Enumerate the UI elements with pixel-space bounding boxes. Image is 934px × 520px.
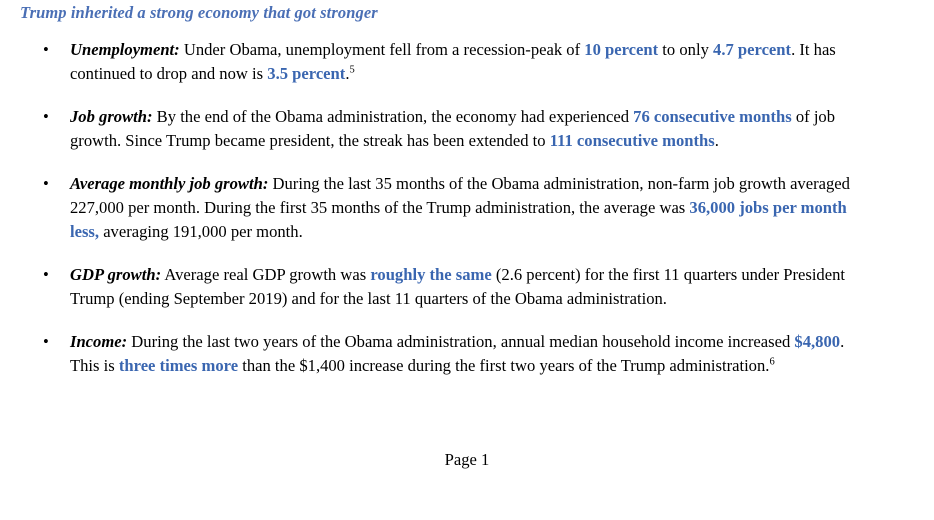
list-item [0, 330, 934, 379]
bullet-text-segment: averaging 191,000 per month. [99, 222, 303, 242]
page-number-footer: Page 1 [444, 450, 490, 469]
bullet-list [0, 38, 934, 378]
bullet-text-segment: . [714, 131, 719, 151]
bullet-text-segment: Under Obama, unemployment fell from a recession-peak of [179, 40, 585, 59]
bullet-highlight: 111 consecutive months [549, 131, 715, 151]
bullet-text-segment: of job growth. Since Trump became president, the streak has been extended to [70, 106, 836, 151]
bullet-text-segment: . This is [70, 331, 845, 376]
bullet-point-icon: • [43, 40, 49, 59]
bullet-point-icon: • [43, 264, 49, 284]
bullet-highlight: 10 percent [584, 40, 659, 59]
bullet-highlight: roughly the same [370, 264, 492, 284]
bullet-text-segment: By the end of the Obama administration, the economy had experienced [152, 106, 634, 126]
bullet-text-segment: During the last 35 months of the Obama administration, non-farm job growth averaged 227,000 per month. During the first 35 months of the Trump administration, the average was [70, 173, 850, 218]
bullet-lead-label: GDP growth: [70, 264, 162, 284]
list-item [0, 263, 934, 312]
list-item [0, 105, 934, 154]
bullet-highlight: 3.5 percent [267, 64, 346, 84]
bullet-text-segment: to only [658, 40, 714, 59]
bullet-text-segment: Average real GDP growth was [161, 264, 371, 284]
bullet-highlight: 36,000 jobs per month less, [70, 198, 847, 242]
bullet-text-segment: . It has continued to drop and now is [70, 40, 836, 84]
bullet-lead-label: Average monthly job growth: [70, 173, 269, 193]
bullet-text-segment: than the $1,400 increase during the first two years of the Trump administration. [238, 356, 770, 376]
bullet-text-segment: (2.6 percent) for the first 11 quarters under President Trump (ending September 2019) and for the last 11 quarters of the Obama administration. [70, 264, 845, 309]
page-title: Trump inherited a strong economy that got stronger [20, 3, 378, 22]
bullet-point-icon: • [43, 106, 49, 126]
bullet-point-icon: • [43, 331, 49, 351]
footnote-marker: 6 [769, 356, 775, 368]
bullet-highlight: $4,800 [794, 331, 841, 351]
bullet-highlight: 76 consecutive months [633, 106, 792, 126]
bullet-lead-label: Income: [70, 331, 128, 351]
list-item [0, 38, 934, 87]
footnote-marker: 5 [349, 64, 355, 76]
bullet-point-icon: • [43, 173, 49, 193]
bullet-highlight: 4.7 percent [713, 40, 792, 59]
bullet-text-segment: . [345, 64, 350, 84]
bullet-lead-label: Job growth: [70, 106, 153, 126]
bullet-text-segment: During the last two years of the Obama administration, annual median household income increased [127, 331, 795, 351]
list-item [0, 172, 934, 245]
bullet-lead-label: Unemployment: [70, 40, 180, 59]
bullet-highlight: three times more [118, 356, 239, 376]
